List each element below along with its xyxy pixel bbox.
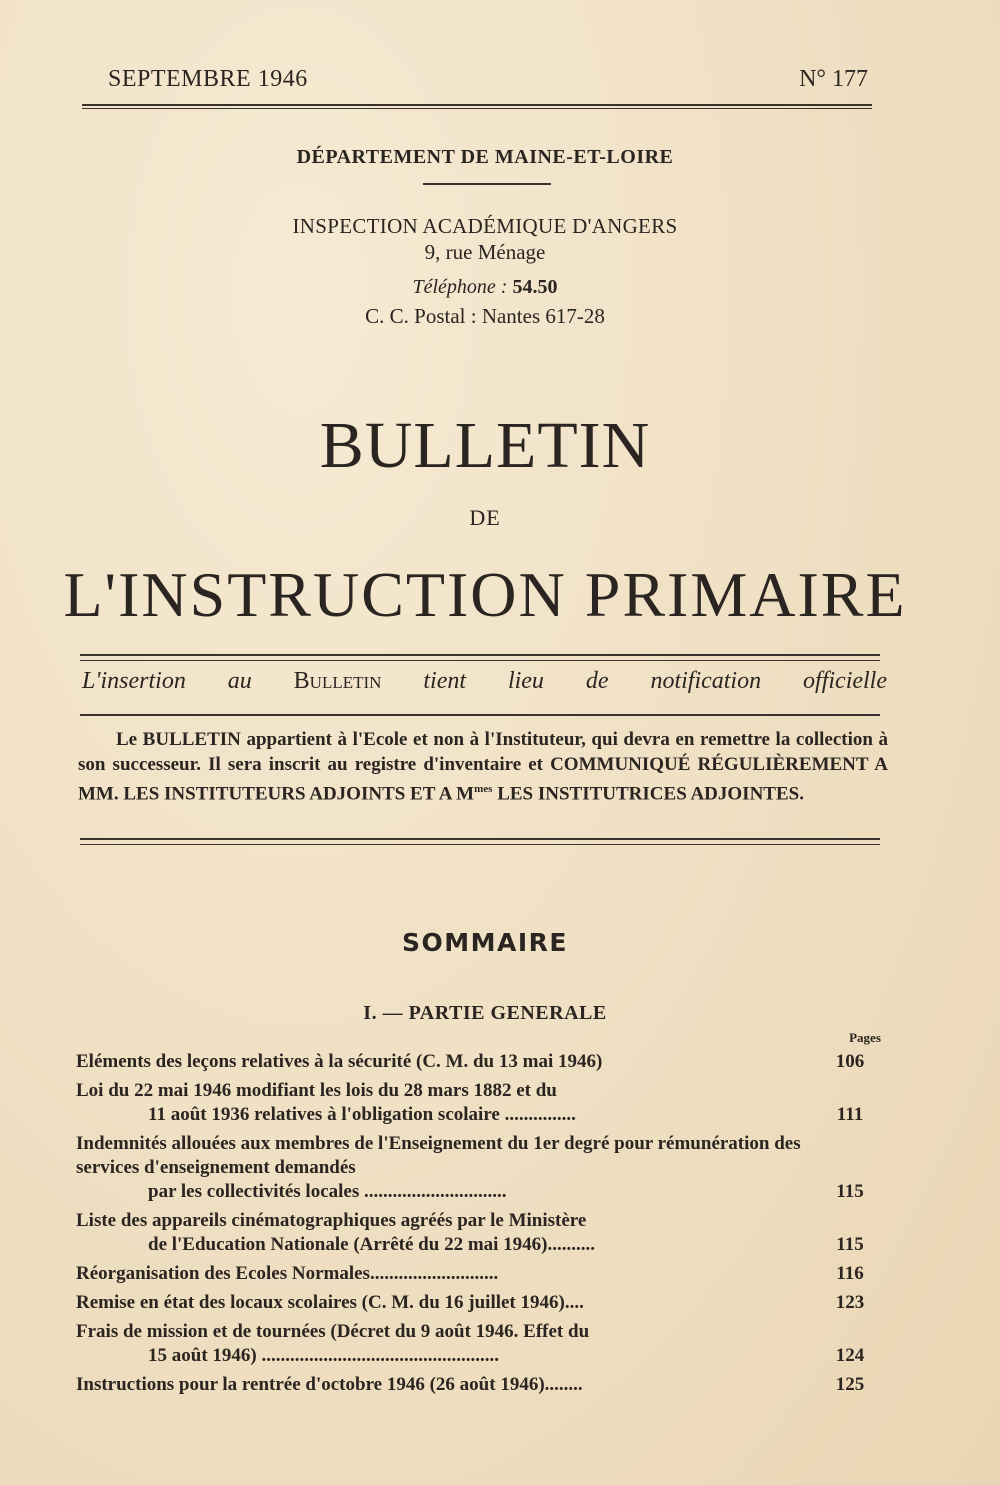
title-bulletin: BULLETIN (319, 409, 651, 482)
title-de: DE (469, 505, 501, 530)
toc-entry-title: Remise en état des locaux scolaires (C. M. du 16 juillet 1946).... (76, 1292, 584, 1313)
toc-entry-page: 125 (835, 1374, 865, 1395)
header-rule (82, 104, 872, 106)
toc-entry-continuation: par les collectivités locales .............................. (148, 1181, 507, 1202)
toc-entry-page: 116 (836, 1263, 864, 1284)
notice-superscript: mes (474, 783, 493, 795)
toc-entry-page: 124 (835, 1345, 865, 1366)
department-heading: DÉPARTEMENT DE MAINE-ET-LOIRE (296, 146, 674, 168)
inspection-address: 9, rue Ménage (424, 240, 546, 264)
phone-number: 54.50 (512, 276, 558, 298)
notif-word: Bulletin (293, 668, 382, 694)
title-instruction-primaire: L'INSTRUCTION PRIMAIRE (63, 559, 907, 630)
toc-entry (76, 1209, 888, 1257)
short-divider (423, 183, 551, 185)
toc-entry (76, 1050, 888, 1074)
phone-label: Téléphone : (412, 276, 508, 298)
notification-rule (80, 714, 880, 716)
toc-entry-title: Instructions pour la rentrée d'octobre 1946 (26 août 1946)........ (76, 1374, 583, 1395)
sommaire-title: SOMMAIRE (402, 928, 568, 957)
toc-entry-page: 115 (836, 1181, 864, 1202)
header-rule-thin (82, 108, 872, 109)
ownership-notice (78, 728, 888, 807)
toc-entry (76, 1320, 888, 1368)
toc-entry-title: Frais de mission et de tournées (Décret du 9 août 1946. Effet du (76, 1321, 590, 1342)
toc-entry-continuation: 15 août 1946) .................................................. (148, 1345, 499, 1366)
toc-entry-page: 111 (836, 1104, 864, 1125)
notice-text: Le BULLETIN appartient à l'Ecole et non à l'Instituteur, qui devra en remettre la collection à son successeur. Il sera inscrit au registre d'inventaire et COMMUNIQUÉ RÉGULIÈREMENT A MM. LES INSTITUTEURS ADJOINTS ET A M (78, 729, 888, 805)
toc-entry-page: 115 (836, 1234, 864, 1255)
toc-entry-title: Indemnités allouées aux membres de l'Enseignement du 1er degré pour rémunération des services d'enseignement demandés (76, 1133, 801, 1178)
toc-entry-title: Liste des appareils cinématographiques agréés par le Ministère (76, 1210, 587, 1231)
issue-date: SEPTEMBRE 1946 (108, 66, 308, 92)
toc-entry-title: Loi du 22 mai 1946 modifiant les lois du 28 mars 1882 et du (76, 1080, 557, 1101)
notif-word: officielle (803, 668, 887, 694)
title-rule (80, 654, 880, 656)
toc-entry (76, 1262, 888, 1286)
toc-entry-page: 106 (835, 1051, 865, 1072)
inspection-name: INSPECTION ACADÉMIQUE D'ANGERS (292, 214, 678, 238)
postal-account: C. C. Postal : Nantes 617-28 (365, 304, 605, 328)
toc-entry-page: 123 (835, 1292, 865, 1313)
pages-column-header: Pages (849, 1030, 881, 1045)
toc-entry-continuation: 11 août 1936 relatives à l'obligation scolaire ............... (148, 1104, 576, 1125)
issue-number: N° 177 (799, 66, 868, 92)
notif-word: notification (650, 668, 762, 694)
toc-entry (76, 1373, 888, 1397)
title-rule-thin (80, 660, 880, 661)
notice-rule-thin (80, 844, 880, 845)
notification-line (82, 668, 887, 695)
notif-word: lieu (507, 668, 544, 694)
toc-entry-title: Réorganisation des Ecoles Normales........................... (76, 1263, 499, 1284)
toc-entry (76, 1079, 888, 1127)
notif-word: tient (423, 668, 467, 694)
table-of-contents (76, 1050, 888, 1402)
notif-word: au (227, 668, 252, 694)
notif-word: de (585, 668, 609, 694)
toc-entry (76, 1291, 888, 1315)
phone-line (0, 276, 970, 299)
toc-entry (76, 1132, 888, 1204)
section-heading: I. — PARTIE GENERALE (363, 1002, 607, 1024)
toc-entry-continuation: de l'Education Nationale (Arrêté du 22 mai 1946).......... (148, 1234, 596, 1255)
notice-text-end: LES INSTITUTRICES ADJOINTES. (492, 783, 804, 805)
notif-word: L'insertion (82, 668, 186, 694)
notice-rule (80, 838, 880, 840)
toc-entry-title: Eléments des leçons relatives à la sécurité (C. M. du 13 mai 1946) (76, 1051, 603, 1072)
